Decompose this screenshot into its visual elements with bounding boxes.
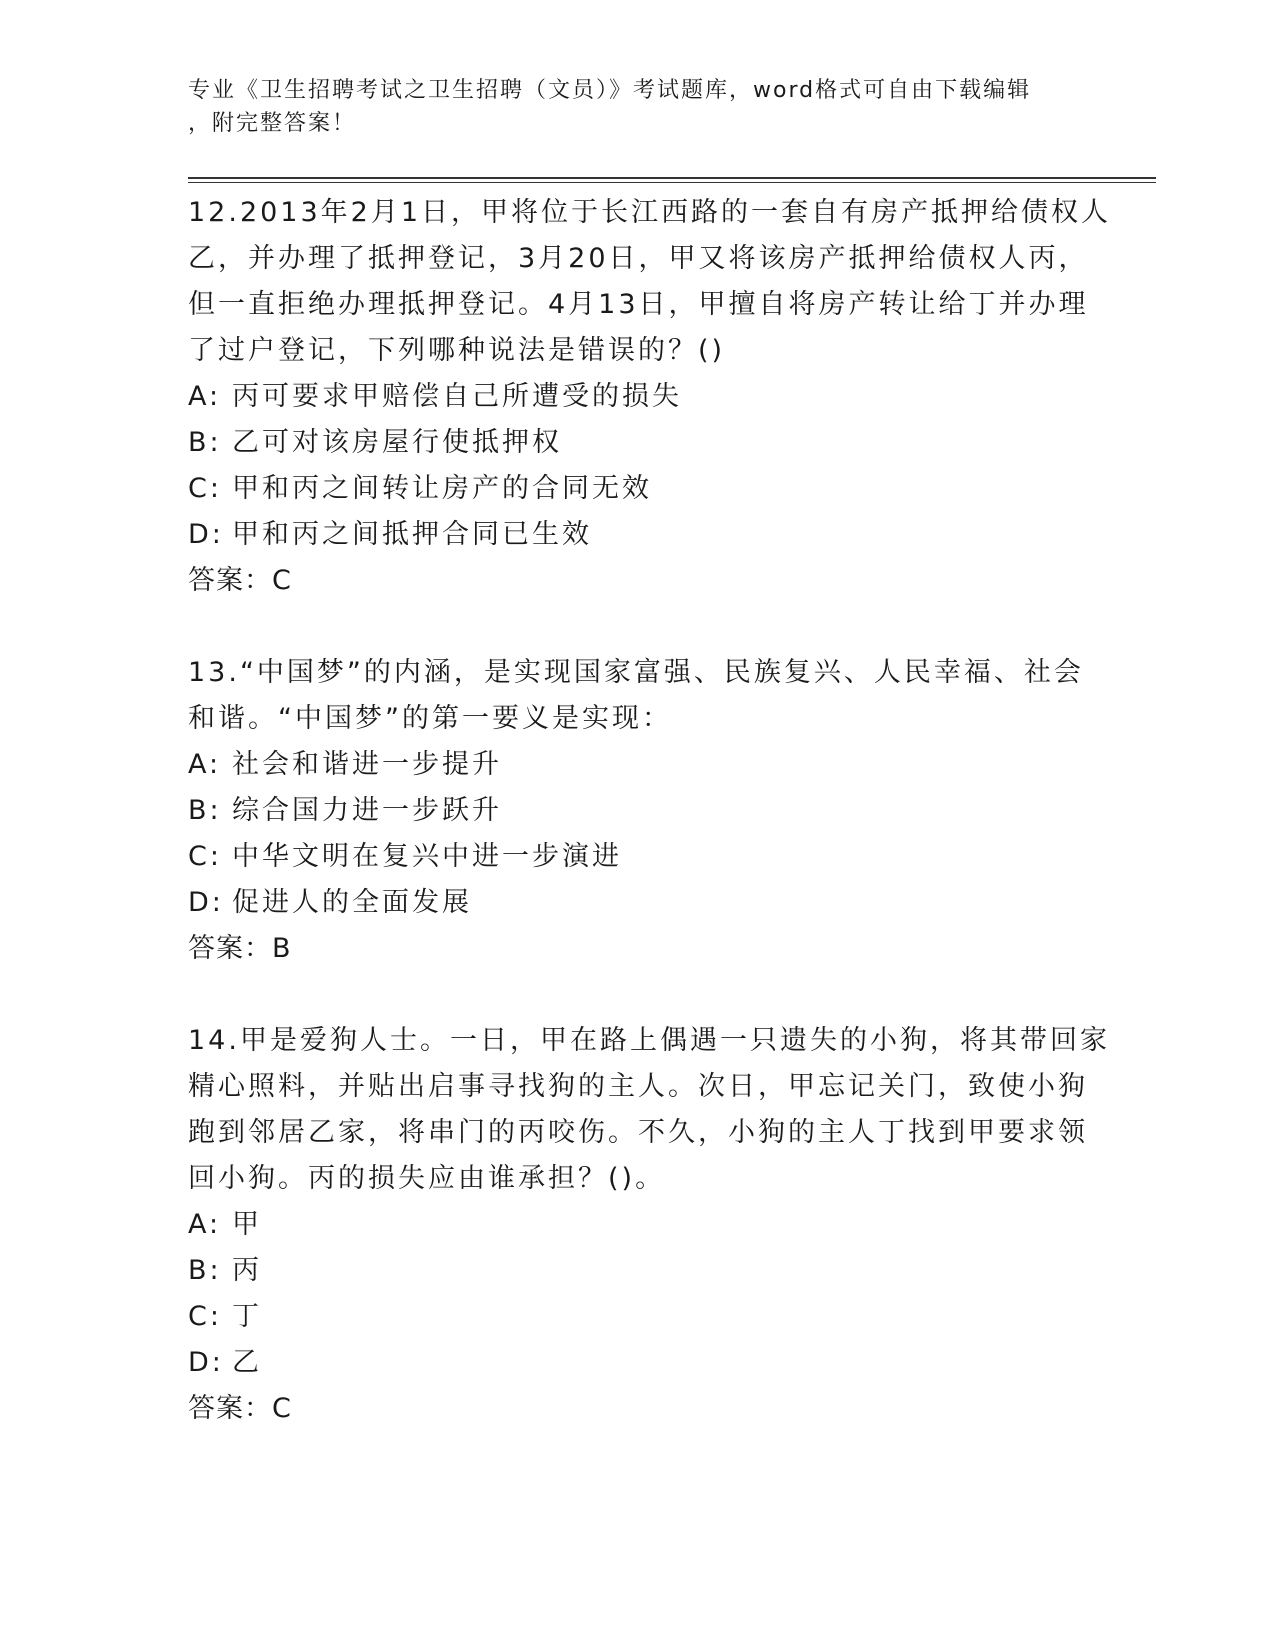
option-letter: C:	[188, 841, 222, 872]
option-letter: D:	[188, 519, 224, 550]
stem-line: 乙，并办理了抵押登记，3月20日，甲又将该房产抵押给债权人丙，	[188, 243, 1089, 274]
option-c	[188, 1294, 1088, 1340]
stem-line: 14.甲是爱狗人士。一日，甲在路上偶遇一只遗失的小狗，将其带回家	[188, 1025, 1110, 1056]
option-d	[188, 1340, 1088, 1386]
option-text: 甲和丙之间转让房产的合同无效	[232, 473, 652, 504]
option-a	[188, 374, 1088, 420]
option-text: 丁	[232, 1301, 262, 1332]
option-d	[188, 512, 1088, 558]
option-text: 丙可要求甲赔偿自己所遭受的损失	[232, 381, 682, 412]
stem-line: 13.“中国梦”的内涵，是实现国家富强、民族复兴、人民幸福、社会	[188, 657, 1084, 688]
option-text: 社会和谐进一步提升	[232, 749, 502, 780]
option-a	[188, 1202, 1088, 1248]
question-stem	[188, 190, 1112, 374]
option-b	[188, 420, 1088, 466]
stem-line: 回小狗。丙的损失应由谁承担？()。	[188, 1163, 666, 1194]
option-text: 丙	[232, 1255, 262, 1286]
option-text: 中华文明在复兴中进一步演进	[232, 841, 622, 872]
option-text: 甲和丙之间抵押合同已生效	[232, 519, 592, 550]
option-c	[188, 834, 1088, 880]
question-list	[188, 190, 1112, 1478]
option-text: 乙可对该房屋行使抵押权	[232, 427, 562, 458]
stem-line: 12.2013年2月1日，甲将位于长江西路的一套自有房产抵押给债权人	[188, 197, 1112, 228]
question-stem	[188, 650, 1088, 742]
header-line-1: 专业《卫生招聘考试之卫生招聘（文员）》考试题库，word格式可自由下载编辑	[188, 78, 1032, 103]
option-letter: B:	[188, 795, 222, 826]
header-line-2: ，附完整答案！	[188, 111, 357, 136]
option-letter: D:	[188, 887, 224, 918]
header-divider-thin	[188, 182, 1156, 183]
option-letter: B:	[188, 427, 222, 458]
option-b	[188, 1248, 1088, 1294]
option-b	[188, 788, 1088, 834]
option-a	[188, 742, 1088, 788]
answer-text: 答案：B	[188, 933, 292, 964]
stem-line: 跑到邻居乙家，将串门的丙咬伤。不久，小狗的主人丁找到甲要求领	[188, 1117, 1088, 1148]
stem-line: 但一直拒绝办理抵押登记。4月13日，甲擅自将房产转让给丁并办理	[188, 289, 1089, 320]
option-letter: C:	[188, 473, 222, 504]
option-d	[188, 880, 1088, 926]
answer-text: 答案：C	[188, 1393, 292, 1424]
question-stem	[188, 1018, 1110, 1202]
option-text: 甲	[232, 1209, 262, 1240]
answer-text: 答案：C	[188, 565, 292, 596]
option-text: 综合国力进一步跃升	[232, 795, 502, 826]
stem-line: 和谐。“中国梦”的第一要义是实现：	[188, 703, 672, 734]
option-letter: D:	[188, 1347, 224, 1378]
option-text: 乙	[232, 1347, 262, 1378]
option-letter: C:	[188, 1301, 222, 1332]
document-header-note	[188, 74, 1088, 140]
stem-line: 了过户登记，下列哪种说法是错误的？()	[188, 335, 726, 366]
option-letter: B:	[188, 1255, 222, 1286]
option-letter: A:	[188, 749, 222, 780]
option-letter: A:	[188, 381, 222, 412]
stem-line: 精心照料，并贴出启事寻找狗的主人。次日，甲忘记关门，致使小狗	[188, 1071, 1088, 1102]
question-item	[188, 1018, 1110, 1432]
question-item	[188, 190, 1112, 604]
option-letter: A:	[188, 1209, 222, 1240]
question-item	[188, 650, 1088, 972]
header-divider-thick	[188, 177, 1156, 179]
option-c	[188, 466, 1088, 512]
option-text: 促进人的全面发展	[232, 887, 472, 918]
